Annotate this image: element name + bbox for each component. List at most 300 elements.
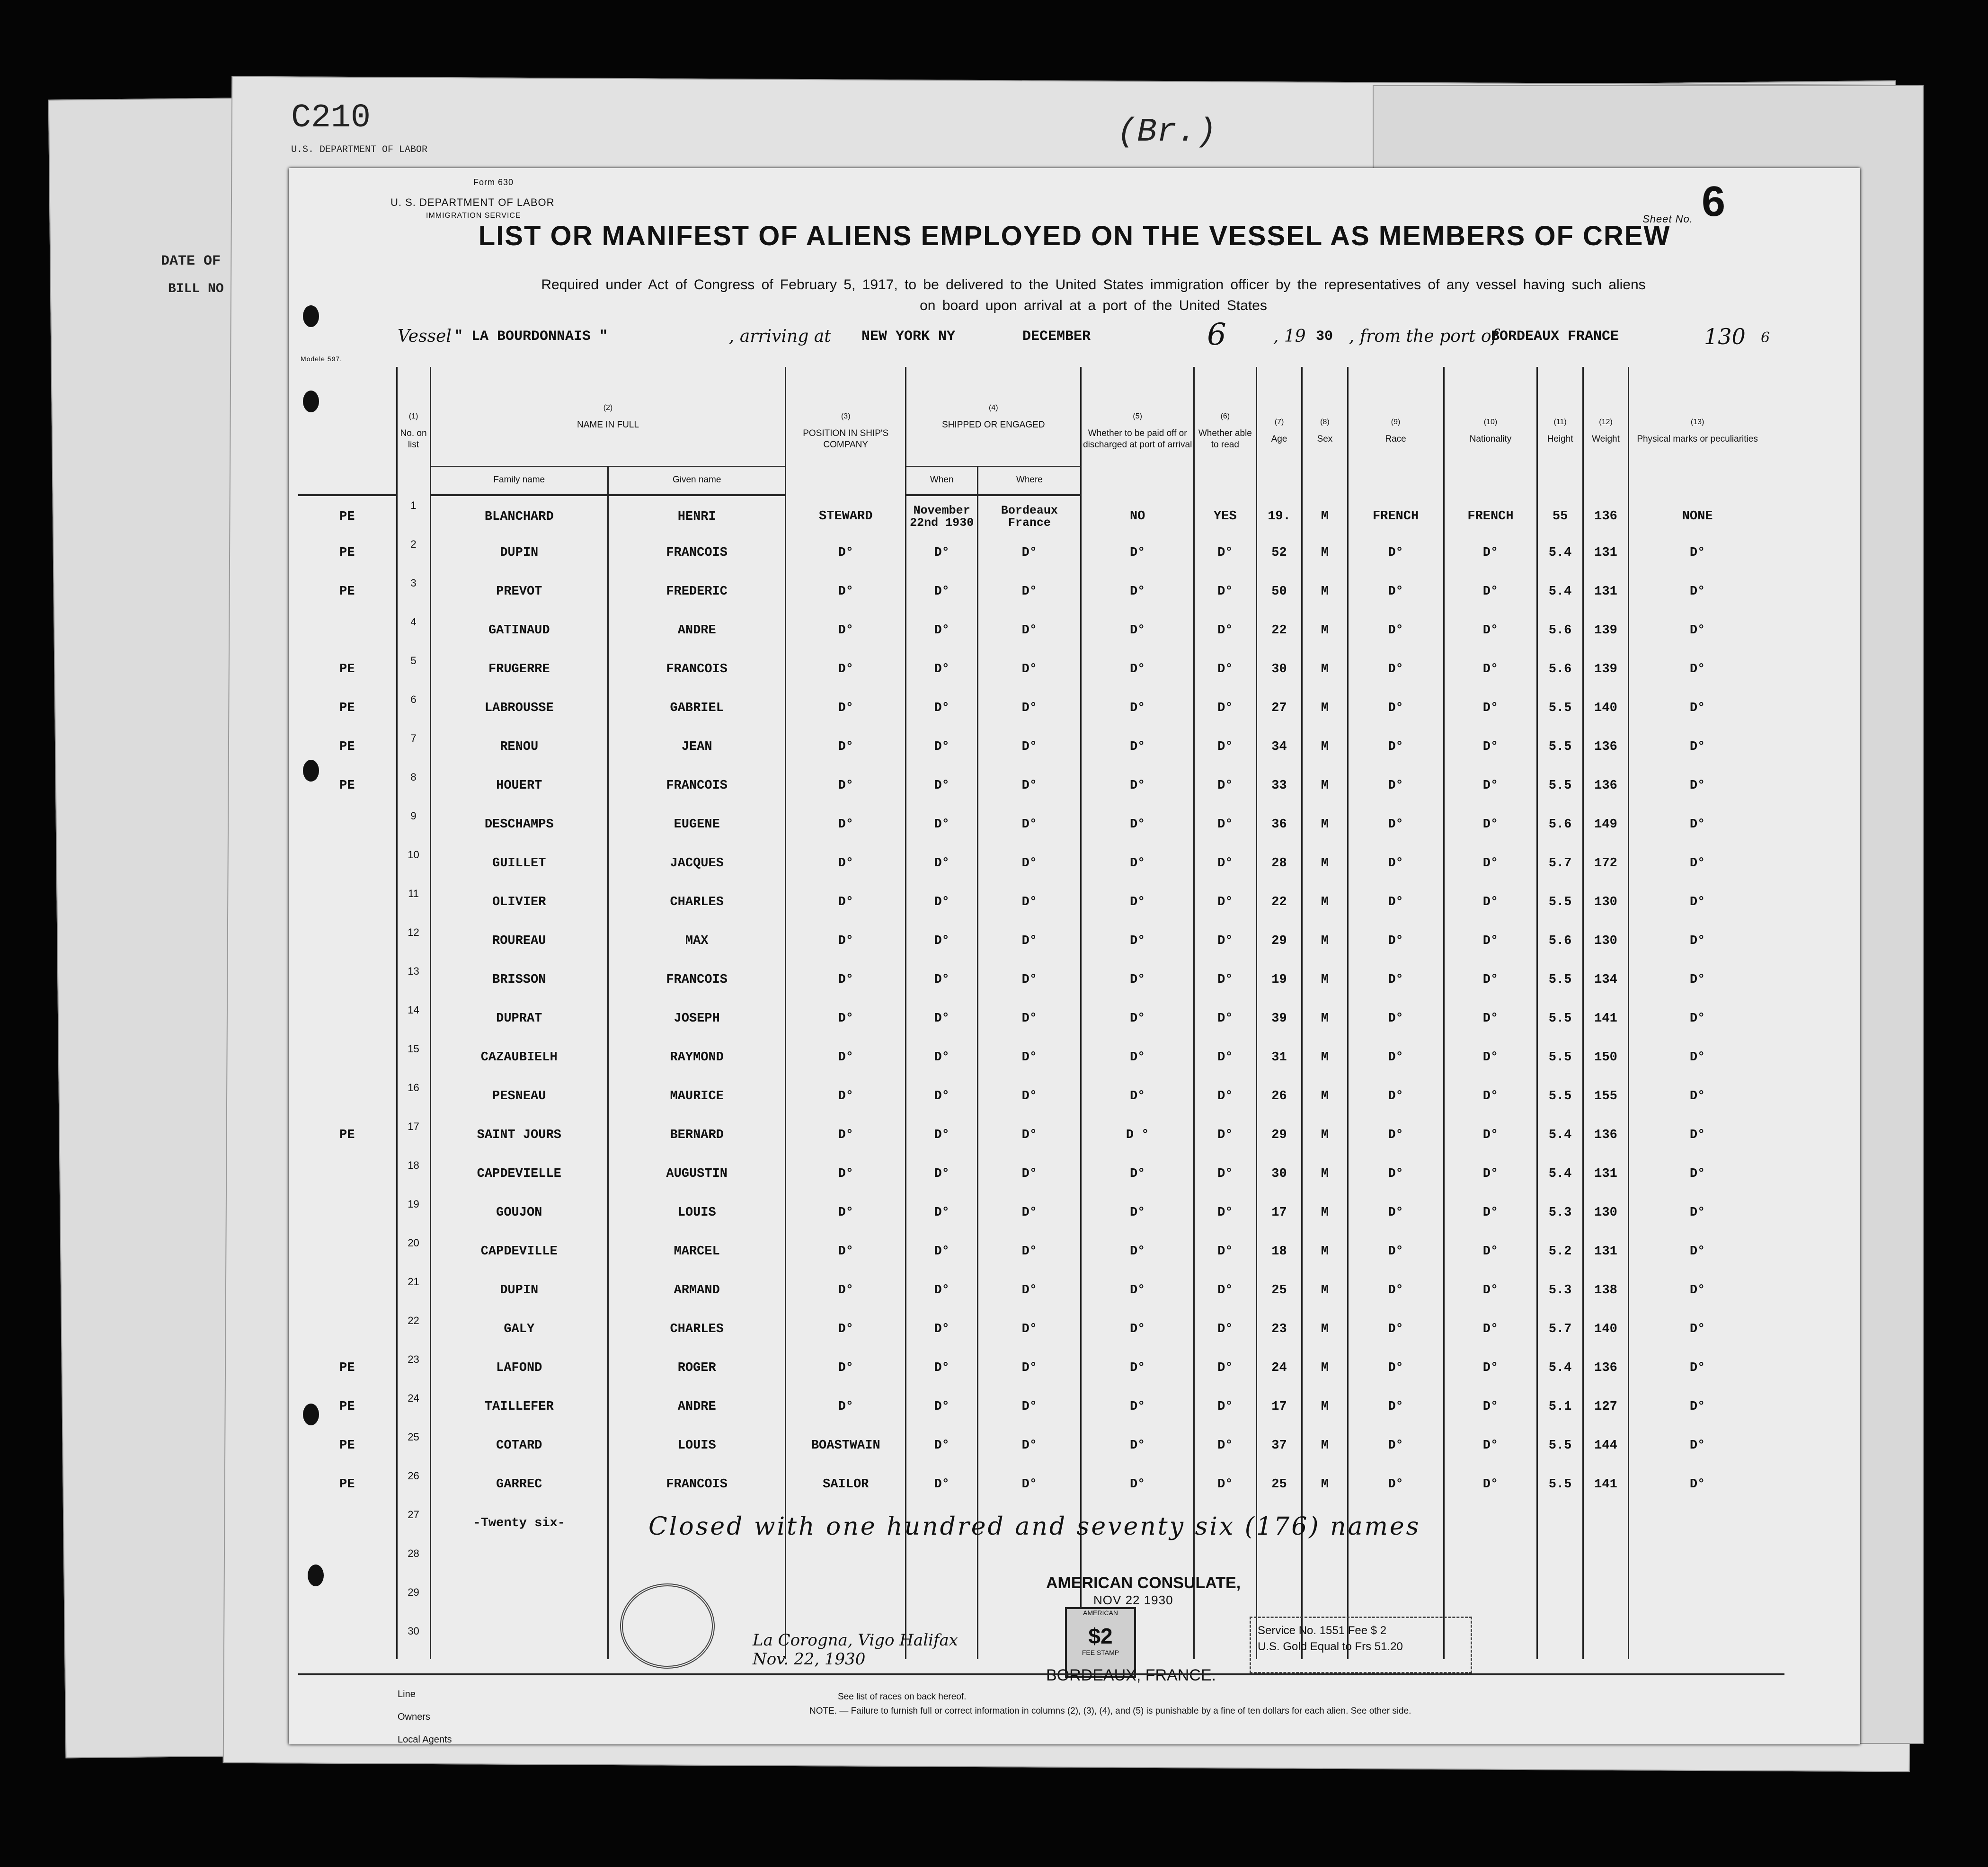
physical-marks: D° [1629, 650, 1766, 689]
penalty-note: NOTE. — Failure to furnish full or correct information in columns (2), (3), (4), and (5) is punishable by a fine of ten dollars for each alien. See other side. [809, 1706, 1411, 1716]
header-family-name: Family name [430, 466, 608, 495]
height: 5.5 [1537, 766, 1583, 805]
behind-label-bill: BILL NO [168, 282, 224, 296]
family-name: GARREC [430, 1465, 608, 1504]
height: 5.4 [1537, 1349, 1583, 1387]
shipped-when: D° [906, 728, 978, 766]
list-number: 7 [397, 728, 430, 766]
age: 25 [1256, 1465, 1302, 1504]
family-name: LABROUSSE [430, 689, 608, 728]
age: 22 [1256, 611, 1302, 650]
fee-stamp-bottom: FEE STAMP [1082, 1649, 1119, 1656]
shipped-where: D° [978, 922, 1081, 960]
paid-off: D° [1081, 1232, 1194, 1271]
physical-marks: D° [1629, 1155, 1766, 1193]
physical-marks [1629, 1620, 1766, 1659]
race: D° [1348, 844, 1444, 883]
height: 5.5 [1537, 883, 1583, 922]
family-name: GOUJON [430, 1193, 608, 1232]
shipped-when: D° [906, 1426, 978, 1465]
given-name: JOSEPH [608, 999, 785, 1038]
list-number: 12 [397, 922, 430, 960]
race: D° [1348, 572, 1444, 611]
race: D° [1348, 1232, 1444, 1271]
header-given-name: Given name [608, 466, 785, 495]
height: 5.5 [1537, 1426, 1583, 1465]
paid-off: D° [1081, 728, 1194, 766]
nationality: FRENCH [1444, 495, 1537, 533]
shipped-when: D° [906, 1038, 978, 1077]
list-number: 17 [397, 1116, 430, 1155]
header-age: (7) Age [1256, 367, 1302, 495]
able-to-read: D° [1194, 1310, 1256, 1349]
height: 5.5 [1537, 1465, 1583, 1504]
position: D° [786, 1310, 906, 1349]
able-to-read: D° [1194, 1465, 1256, 1504]
nationality: D° [1444, 960, 1537, 999]
sex: M [1302, 1077, 1348, 1116]
paid-off: D° [1081, 1310, 1194, 1349]
shipped-where: D° [978, 1310, 1081, 1349]
race: D° [1348, 766, 1444, 805]
nationality: D° [1444, 1349, 1537, 1387]
able-to-read: YES [1194, 495, 1256, 533]
weight: 139 [1583, 650, 1628, 689]
shipped-where: D° [978, 1116, 1081, 1155]
able-to-read: D° [1194, 844, 1256, 883]
weight [1583, 1582, 1628, 1620]
race [1348, 1543, 1444, 1582]
race [1348, 1582, 1444, 1620]
list-number: 26 [397, 1465, 430, 1504]
sex: M [1302, 1193, 1348, 1232]
race: D° [1348, 1426, 1444, 1465]
pe-mark [298, 1504, 397, 1543]
nationality: D° [1444, 883, 1537, 922]
paid-off: D° [1081, 766, 1194, 805]
crew-row [298, 495, 1766, 533]
nationality: D° [1444, 1155, 1537, 1193]
shipped-where: D° [978, 766, 1081, 805]
position: D° [786, 805, 906, 844]
given-name: EUGENE [608, 805, 785, 844]
vessel-line [360, 317, 1827, 352]
nationality: D° [1444, 689, 1537, 728]
nationality: D° [1444, 844, 1537, 883]
given-name: MARCEL [608, 1232, 785, 1271]
weight: 150 [1583, 1038, 1628, 1077]
crew-row [298, 1155, 1766, 1193]
given-name [608, 1543, 785, 1582]
age: 19. [1256, 495, 1302, 533]
service-number: Service No. 1551 Fee $ 2 [1258, 1624, 1387, 1637]
nationality [1444, 1582, 1537, 1620]
sex: M [1302, 883, 1348, 922]
position: D° [786, 1116, 906, 1155]
pe-mark [298, 1232, 397, 1271]
crew-row [298, 766, 1766, 805]
race: D° [1348, 1349, 1444, 1387]
race: D° [1348, 960, 1444, 999]
arrival-month: DECEMBER [1022, 329, 1091, 345]
sex: M [1302, 1310, 1348, 1349]
position: SAILOR [786, 1465, 906, 1504]
physical-marks: D° [1629, 572, 1766, 611]
shipped-when: D° [906, 572, 978, 611]
able-to-read: D° [1194, 1077, 1256, 1116]
sex: M [1302, 1271, 1348, 1310]
given-name: MAURICE [608, 1077, 785, 1116]
paid-off: D° [1081, 1077, 1194, 1116]
given-name: FRANCOIS [608, 650, 785, 689]
pe-mark: PE [339, 585, 355, 599]
weight: 136 [1583, 495, 1628, 533]
given-name: JACQUES [608, 844, 785, 883]
family-name: HOUERT [430, 766, 608, 805]
age: 34 [1256, 728, 1302, 766]
height: 5.5 [1537, 689, 1583, 728]
given-name: ANDRE [608, 1387, 785, 1426]
paid-off: NO [1081, 495, 1194, 533]
nationality: D° [1444, 1465, 1537, 1504]
paid-off: D° [1081, 1038, 1194, 1077]
height: 5.4 [1537, 1116, 1583, 1155]
paid-off: D° [1081, 650, 1194, 689]
fee-stamp-top: AMERICAN [1083, 1609, 1118, 1617]
nationality: D° [1444, 650, 1537, 689]
paid-off: D° [1081, 1155, 1194, 1193]
nationality: D° [1444, 1193, 1537, 1232]
mark-column-subheader [298, 466, 397, 495]
able-to-read: D° [1194, 922, 1256, 960]
weight: 136 [1583, 766, 1628, 805]
crew-row [298, 883, 1766, 922]
age [1256, 1543, 1302, 1582]
age: 50 [1256, 572, 1302, 611]
physical-marks: D° [1629, 1077, 1766, 1116]
shipped-when: D° [906, 1271, 978, 1310]
weight: 130 [1583, 922, 1628, 960]
header-shipped-or-engaged: (4) SHIPPED OR ENGAGED [906, 367, 1081, 466]
family-name: DESCHAMPS [430, 805, 608, 844]
position: D° [786, 960, 906, 999]
race: D° [1348, 883, 1444, 922]
height: 5.1 [1537, 1387, 1583, 1426]
list-number: 20 [397, 1232, 430, 1271]
shipped-when: D° [906, 960, 978, 999]
position: D° [786, 1155, 906, 1193]
behind-br-mark: (Br.) [1117, 114, 1217, 151]
family-name: CAZAUBIELH [430, 1038, 608, 1077]
race: D° [1348, 1155, 1444, 1193]
height: 5.4 [1537, 533, 1583, 572]
crew-row [298, 1310, 1766, 1349]
departure-port: BORDEAUX FRANCE [1491, 329, 1619, 345]
paid-off: D° [1081, 960, 1194, 999]
paid-off: D° [1081, 533, 1194, 572]
nationality: D° [1444, 1271, 1537, 1310]
age: 30 [1256, 650, 1302, 689]
nationality: D° [1444, 1077, 1537, 1116]
weight: 130 [1583, 883, 1628, 922]
shipped-where: D° [978, 533, 1081, 572]
pe-mark: PE [339, 662, 355, 676]
age: 37 [1256, 1426, 1302, 1465]
header-no-on-list: (1) No. on list [397, 367, 430, 495]
pe-mark [298, 1193, 397, 1232]
position: D° [786, 611, 906, 650]
family-name: DUPIN [430, 533, 608, 572]
race: D° [1348, 1038, 1444, 1077]
crew-row [298, 1038, 1766, 1077]
nationality: D° [1444, 1038, 1537, 1077]
given-name: MAX [608, 922, 785, 960]
physical-marks [1629, 1543, 1766, 1582]
header-nationality: (10) Nationality [1444, 367, 1537, 495]
paid-off: D° [1081, 844, 1194, 883]
crew-row [298, 1543, 1766, 1582]
weight: 149 [1583, 805, 1628, 844]
weight: 131 [1583, 1155, 1628, 1193]
shipped-when: D° [906, 883, 978, 922]
signature-date: Nov. 22, 1930 [753, 1650, 866, 1669]
weight [1583, 1504, 1628, 1543]
weight: 136 [1583, 1349, 1628, 1387]
nationality: D° [1444, 805, 1537, 844]
age: 36 [1256, 805, 1302, 844]
able-to-read: D° [1194, 883, 1256, 922]
age: 24 [1256, 1349, 1302, 1387]
given-name: LOUIS [608, 1426, 785, 1465]
crew-row [298, 844, 1766, 883]
physical-marks: D° [1629, 1387, 1766, 1426]
height: 55 [1537, 495, 1583, 533]
weight: 138 [1583, 1271, 1628, 1310]
nationality: D° [1444, 728, 1537, 766]
physical-marks: D° [1629, 1038, 1766, 1077]
manifest-page [289, 168, 1860, 1744]
sex: M [1302, 1232, 1348, 1271]
able-to-read: D° [1194, 572, 1256, 611]
consul-signature [753, 1631, 958, 1669]
crew-row [298, 1387, 1766, 1426]
age: 30 [1256, 1155, 1302, 1193]
able-to-read: D° [1194, 650, 1256, 689]
pe-mark [298, 1310, 397, 1349]
sex: M [1302, 495, 1348, 533]
physical-marks: D° [1629, 611, 1766, 650]
owners-label: Owners [398, 1712, 430, 1722]
family-name: LAFOND [430, 1349, 608, 1387]
able-to-read: D° [1194, 1271, 1256, 1310]
weight: 141 [1583, 999, 1628, 1038]
shipped-where: D° [978, 611, 1081, 650]
pe-mark: PE [339, 546, 355, 560]
header-where: Where [978, 466, 1081, 495]
shipped-when: D° [906, 844, 978, 883]
list-number: 10 [397, 844, 430, 883]
header-race: (9) Race [1348, 367, 1444, 495]
sex: M [1302, 766, 1348, 805]
height: 5.6 [1537, 611, 1583, 650]
list-number: 1 [397, 495, 430, 533]
position: D° [786, 533, 906, 572]
given-name: ARMAND [608, 1271, 785, 1310]
crew-row [298, 805, 1766, 844]
list-number: 27 [397, 1504, 430, 1543]
crew-row [298, 611, 1766, 650]
sex: M [1302, 805, 1348, 844]
shipped-where: D° [978, 960, 1081, 999]
position: D° [786, 572, 906, 611]
sex: M [1302, 572, 1348, 611]
age: 17 [1256, 1193, 1302, 1232]
physical-marks: D° [1629, 1232, 1766, 1271]
list-number: 23 [397, 1349, 430, 1387]
height: 5.5 [1537, 999, 1583, 1038]
crew-rows [298, 495, 1766, 1659]
able-to-read: D° [1194, 1038, 1256, 1077]
from-label: , from the port of [1349, 327, 1498, 346]
sex: M [1302, 650, 1348, 689]
height: 5.4 [1537, 572, 1583, 611]
paid-off: D° [1081, 1465, 1194, 1504]
physical-marks: D° [1629, 883, 1766, 922]
able-to-read: D° [1194, 1426, 1256, 1465]
position: D° [786, 844, 906, 883]
header-when: When [906, 466, 978, 495]
pe-mark [298, 1038, 397, 1077]
family-name [430, 1620, 608, 1659]
shipped-when [906, 1582, 978, 1620]
list-number: 22 [397, 1310, 430, 1349]
list-number: 16 [397, 1077, 430, 1116]
height: 5.5 [1537, 728, 1583, 766]
weight: 127 [1583, 1387, 1628, 1426]
able-to-read: D° [1194, 1116, 1256, 1155]
able-to-read: D° [1194, 728, 1256, 766]
nationality: D° [1444, 922, 1537, 960]
sex: M [1302, 1387, 1348, 1426]
sheet-number: 6 [1702, 178, 1726, 225]
race: D° [1348, 689, 1444, 728]
header-name-in-full: (2) NAME IN FULL [430, 367, 786, 466]
list-number: 2 [397, 533, 430, 572]
race: D° [1348, 650, 1444, 689]
shipped-when: D° [906, 1310, 978, 1349]
crew-row [298, 1193, 1766, 1232]
shipped-where: D° [978, 1271, 1081, 1310]
weight: 172 [1583, 844, 1628, 883]
able-to-read: D° [1194, 533, 1256, 572]
sex: M [1302, 1426, 1348, 1465]
pe-mark [298, 960, 397, 999]
pe-mark [298, 922, 397, 960]
physical-marks: D° [1629, 1310, 1766, 1349]
list-number: 28 [397, 1543, 430, 1582]
given-name: BERNARD [608, 1116, 785, 1155]
form-number: Form 630 [473, 178, 514, 187]
able-to-read: D° [1194, 611, 1256, 650]
weight: 131 [1583, 572, 1628, 611]
physical-marks: D° [1629, 689, 1766, 728]
shipped-when: D° [906, 1193, 978, 1232]
given-name: LOUIS [608, 1193, 785, 1232]
family-name: PREVOT [430, 572, 608, 611]
race: D° [1348, 999, 1444, 1038]
sex [1302, 1582, 1348, 1620]
paid-off: D° [1081, 689, 1194, 728]
shipped-when: D° [906, 689, 978, 728]
age: 29 [1256, 1116, 1302, 1155]
vessel-name: " LA BOURDONNAIS " [454, 329, 608, 345]
weight [1583, 1543, 1628, 1582]
races-note: See list of races on back hereof. [838, 1692, 967, 1702]
able-to-read: D° [1194, 689, 1256, 728]
height: 5.5 [1537, 1038, 1583, 1077]
height: 5.4 [1537, 1155, 1583, 1193]
position: D° [786, 883, 906, 922]
crew-row [298, 1465, 1766, 1504]
given-name: FRANCOIS [608, 533, 785, 572]
list-number: 15 [397, 1038, 430, 1077]
family-name: DUPRAT [430, 999, 608, 1038]
shipped-when: D° [906, 1077, 978, 1116]
shipped-when: D° [906, 1116, 978, 1155]
shipped-when: D° [906, 805, 978, 844]
family-name: GATINAUD [430, 611, 608, 650]
sex: M [1302, 1038, 1348, 1077]
crew-row [298, 922, 1766, 960]
mark-column-header [298, 367, 397, 466]
pe-mark [298, 805, 397, 844]
paid-off: D° [1081, 1271, 1194, 1310]
crew-row [298, 1582, 1766, 1620]
position: D° [786, 922, 906, 960]
given-name: FREDERIC [608, 572, 785, 611]
family-name: TAILLEFER [430, 1387, 608, 1426]
year-prefix: , 19 [1273, 327, 1306, 346]
family-name: BRISSON [430, 960, 608, 999]
sex: M [1302, 728, 1348, 766]
race: D° [1348, 1077, 1444, 1116]
arrival-port: NEW YORK NY [861, 329, 956, 345]
shipped-where: D° [978, 1038, 1081, 1077]
age: 18 [1256, 1232, 1302, 1271]
position: D° [786, 728, 906, 766]
physical-marks [1629, 1582, 1766, 1620]
list-number: 21 [397, 1271, 430, 1310]
able-to-read: D° [1194, 999, 1256, 1038]
weight: 131 [1583, 1232, 1628, 1271]
crew-row [298, 960, 1766, 999]
crew-row [298, 650, 1766, 689]
family-name: FRUGERRE [430, 650, 608, 689]
family-name: COTARD [430, 1426, 608, 1465]
local-agents-label: Local Agents [398, 1734, 452, 1745]
race: D° [1348, 922, 1444, 960]
shipped-where: D° [978, 1387, 1081, 1426]
able-to-read: D° [1194, 960, 1256, 999]
pe-mark: PE [339, 510, 355, 525]
shipped-where: D° [978, 1155, 1081, 1193]
vessel-label: Vessel [398, 327, 452, 346]
physical-marks: D° [1629, 844, 1766, 883]
weight: 134 [1583, 960, 1628, 999]
able-to-read: D° [1194, 1155, 1256, 1193]
paid-off: D° [1081, 805, 1194, 844]
nationality: D° [1444, 1310, 1537, 1349]
